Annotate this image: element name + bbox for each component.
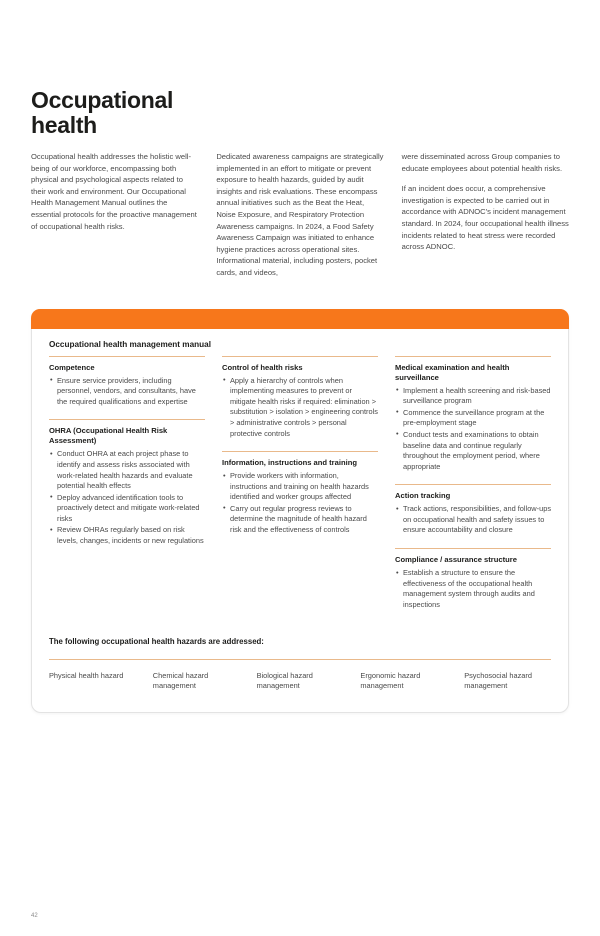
bullet-item: • Carry out regular progress reviews to determine the magnitude of health hazard risk and the effectiveness of controls — [222, 504, 378, 536]
management-manual-card — [31, 309, 569, 714]
block-bullet-list — [222, 376, 378, 440]
hazards-title: The following occupational health hazards are addressed: — [49, 637, 264, 647]
hazard-item: Biological hazard management — [256, 670, 313, 691]
hazard-item: Physical health hazard — [49, 670, 124, 680]
block-divider — [49, 419, 205, 420]
bullet-item: • Review OHRAs regularly based on risk levels, changes, incidents or new regulations — [49, 525, 205, 546]
bullet-item: • Ensure service providers, including personnel, vendors, and consultants, have the required qualifications and expertise — [49, 376, 205, 408]
page-title-line1: Occupational — [31, 87, 174, 113]
intro-paragraph: were disseminated across Group companies to educate employees about potential health risks. — [401, 152, 563, 173]
block-divider — [222, 356, 378, 357]
manual-block — [395, 484, 551, 536]
intro-paragraph: If an incident does occur, a comprehensive investigation is expected to be carried out in accordance with ADNOC's incident management standard. In 2024, four occupational health illness incidents related to heat stress were recorded across ADNOC. — [401, 184, 569, 252]
manual-columns — [49, 356, 551, 612]
intro-column-3 — [402, 151, 569, 279]
block-heading: Control of health risks — [222, 362, 303, 372]
document-page — [0, 88, 600, 936]
card-title: Occupational health management manual — [49, 339, 211, 349]
bullet-item: • Apply a hierarchy of controls when implementing measures to prevent or mitigate health risks if required: elimination > substitution > isolation > engineering controls > administrative controls > personal protective controls — [222, 376, 378, 440]
block-heading: OHRA (Occupational Health Risk Assessment) — [49, 426, 168, 446]
hazards-section — [49, 637, 551, 692]
manual-column-3 — [395, 356, 551, 612]
intro-paragraph: Dedicated awareness campaigns are strategically implemented in an effort to mitigate or prevent exposure to health hazards, guided by audit insights and risk evaluations. These encompass annual initiatives such as the Beat the Heat, Noise Exposure, and Respiratory Protection Awareness campaigns. In 2024, a Food Safety Awareness Campaign was initiated to enhance hygiene practices across operational sites. Informational material, including posters, pocket cards, and videos, — [216, 152, 384, 277]
manual-column-2 — [222, 356, 378, 537]
hazards-divider — [49, 659, 551, 660]
block-heading: Action tracking — [395, 491, 451, 501]
bullet-item: • Commence the surveillance program at the pre-employment stage — [395, 408, 551, 429]
hazard-item: Chemical hazard management — [152, 670, 209, 691]
block-bullet-list — [395, 386, 551, 473]
block-bullet-list — [49, 449, 205, 546]
intro-paragraph: Occupational health addresses the holistic well-being of our workforce, encompassing both physical and psychological aspects related to their work and environment. Our Occupational Health Management Manual outlines the essential protocols for the proactive management of occupational health risks. — [31, 152, 197, 231]
manual-column-1 — [49, 356, 205, 548]
page-title-line2: health — [31, 112, 97, 138]
page-number: 42 — [31, 913, 38, 919]
block-bullet-list — [222, 471, 378, 536]
intro-columns — [31, 151, 569, 279]
manual-block — [395, 548, 551, 610]
block-heading: Information, instructions and training — [222, 458, 358, 468]
block-divider — [395, 484, 551, 485]
bullet-item: • Establish a structure to ensure the effectiveness of the occupational health management system through audits and inspections — [395, 568, 551, 610]
card-accent-bar — [31, 309, 569, 329]
intro-column-1 — [31, 151, 198, 279]
block-heading: Competence — [49, 362, 95, 372]
block-bullet-list — [395, 504, 551, 536]
manual-block — [222, 356, 378, 440]
page-title — [31, 88, 241, 138]
bullet-item: • Track actions, responsibilities, and follow-ups on occupational health and safety issues to ensure accountability and closure — [395, 504, 551, 536]
block-divider — [49, 356, 205, 357]
block-bullet-list — [49, 376, 205, 408]
block-divider — [395, 548, 551, 549]
block-heading: Medical examination and health surveillance — [395, 362, 510, 382]
intro-column-2 — [216, 151, 383, 279]
block-divider — [395, 356, 551, 357]
bullet-item: • Implement a health screening and risk-based surveillance program — [395, 386, 551, 407]
bullet-item: • Conduct OHRA at each project phase to identify and assess risks associated with work-related health hazards and evaluate potential health effects — [49, 449, 205, 491]
manual-block — [49, 356, 205, 408]
hazard-item: Ergonomic hazard management — [360, 670, 421, 691]
manual-block — [395, 356, 551, 473]
manual-block — [222, 451, 378, 536]
bullet-item: • Deploy advanced identification tools to proactively detect and mitigate work-related risks — [49, 493, 205, 525]
block-divider — [222, 451, 378, 452]
bullet-item: • Provide workers with information, instructions and training on health hazards identified and worker groups affected — [222, 471, 378, 503]
hazards-row — [49, 671, 551, 692]
hazard-item: Psychosocial hazard management — [464, 670, 532, 691]
card-body — [32, 330, 568, 713]
block-heading: Compliance / assurance structure — [395, 555, 517, 565]
block-bullet-list — [395, 568, 551, 610]
bullet-item: • Conduct tests and examinations to obtain baseline data and continue regularly throughout the employment period, where appropriate — [395, 430, 551, 472]
manual-block — [49, 419, 205, 546]
